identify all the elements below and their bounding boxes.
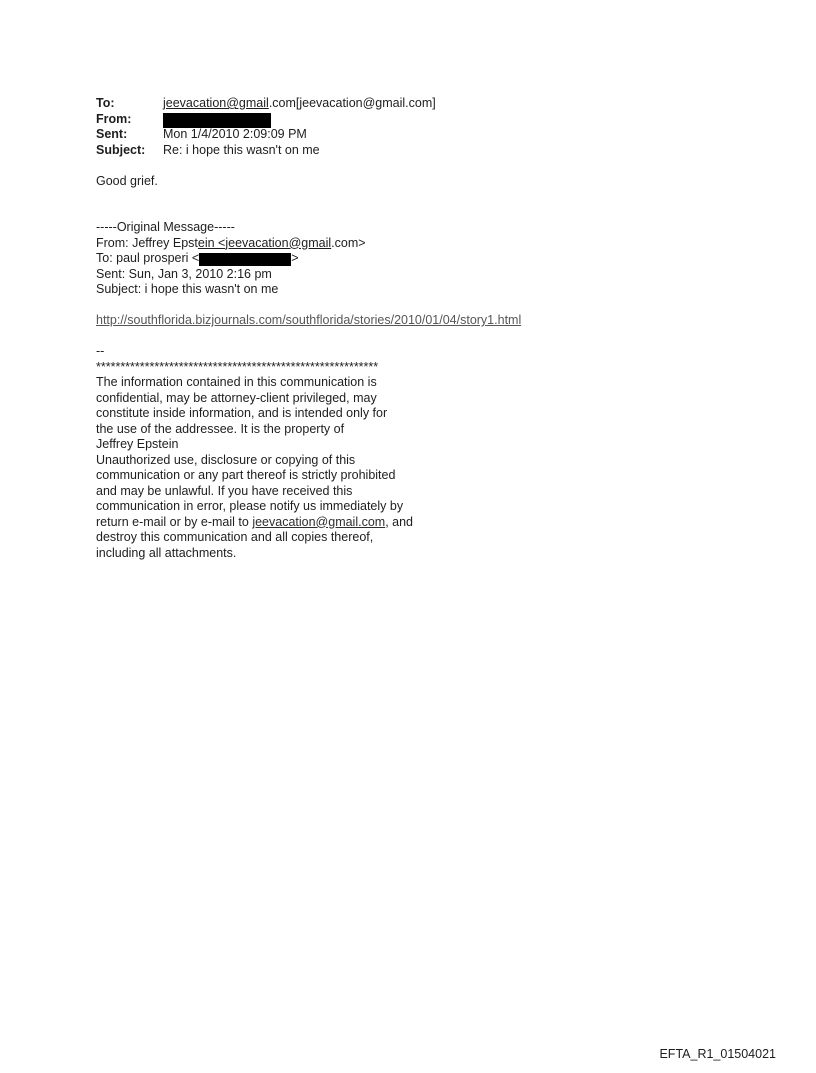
header-row-subject xyxy=(96,143,716,159)
disclaimer-email-pre: return e-mail or by e-mail to xyxy=(96,514,253,529)
subject-label: Subject: xyxy=(96,142,146,157)
original-from-row xyxy=(96,236,716,252)
original-to-post: > xyxy=(291,251,299,265)
redaction-bar-from xyxy=(163,113,271,128)
original-sent-row: Sent: Sun, Jan 3, 2010 2:16 pm xyxy=(96,266,272,281)
original-from-address-link[interactable]: ein <jeevacation@gmail xyxy=(197,235,332,250)
header-row-sent xyxy=(96,127,716,143)
to-address-link[interactable]: jeevacation@gmail xyxy=(163,96,269,110)
disclaimer-line: Unauthorized use, disclosure or copying of this xyxy=(96,452,356,467)
disclaimer-line: The information contained in this communication is xyxy=(96,375,377,389)
disclaimer-line: and may be unlawful. If you have received this xyxy=(96,483,353,498)
disclaimer-line: communication in error, please notify us immediately by xyxy=(96,499,404,513)
asterisk-divider: ********************************************************** xyxy=(96,359,379,374)
sent-label: Sent: xyxy=(96,127,128,141)
original-subject-row: Subject: i hope this wasn't on me xyxy=(96,282,279,296)
disclaimer-line: constitute inside information, and is intended only for xyxy=(96,406,388,420)
disclaimer-email-link[interactable]: jeevacation@gmail.com xyxy=(252,514,386,529)
to-address-rest: .com[jeevacation@gmail.com] xyxy=(268,96,436,110)
original-from-pre: From: Jeffrey Epst xyxy=(96,235,198,250)
blank-line xyxy=(96,189,716,205)
from-label: From: xyxy=(96,111,132,126)
original-to-pre: To: paul prosperi < xyxy=(96,251,200,265)
disclaimer-line: Jeffrey Epstein xyxy=(96,437,179,451)
redaction-bar-recipient xyxy=(199,253,291,266)
disclaimer-line: communication or any part thereof is strictly prohibited xyxy=(96,468,396,482)
sent-value: Mon 1/4/2010 2:09:09 PM xyxy=(163,127,307,141)
disclaimer-email-post: , and xyxy=(385,514,414,529)
blank-line xyxy=(96,158,716,174)
bates-number: EFTA_R1_01504021 xyxy=(659,1047,776,1061)
body-opening: Good grief. xyxy=(96,173,158,188)
original-to-row xyxy=(96,251,716,267)
subject-value: Re: i hope this wasn't on me xyxy=(163,142,320,157)
to-label: To: xyxy=(96,96,115,110)
disclaimer-line: confidential, may be attorney-client privileged, may xyxy=(96,390,377,405)
disclaimer-email-row xyxy=(96,515,716,531)
email-content xyxy=(96,96,716,561)
article-url-row xyxy=(96,313,716,329)
disclaimer-line: destroy this communication and all copies thereof, xyxy=(96,530,374,544)
header-row-from xyxy=(96,112,716,128)
original-message-divider: -----Original Message----- xyxy=(96,220,235,234)
signature-separator: -- xyxy=(96,344,105,358)
header-row-to xyxy=(96,96,716,112)
blank-line xyxy=(96,329,716,345)
article-url-link[interactable]: http://southflorida.bizjournals.com/southflorida/stories/2010/01/04/story1.html xyxy=(96,313,522,327)
disclaimer-line: the use of the addressee. It is the property of xyxy=(96,421,345,436)
original-from-post: .com> xyxy=(331,235,366,250)
disclaimer-line: including all attachments. xyxy=(96,545,237,560)
blank-line xyxy=(96,205,716,221)
blank-line xyxy=(96,298,716,314)
